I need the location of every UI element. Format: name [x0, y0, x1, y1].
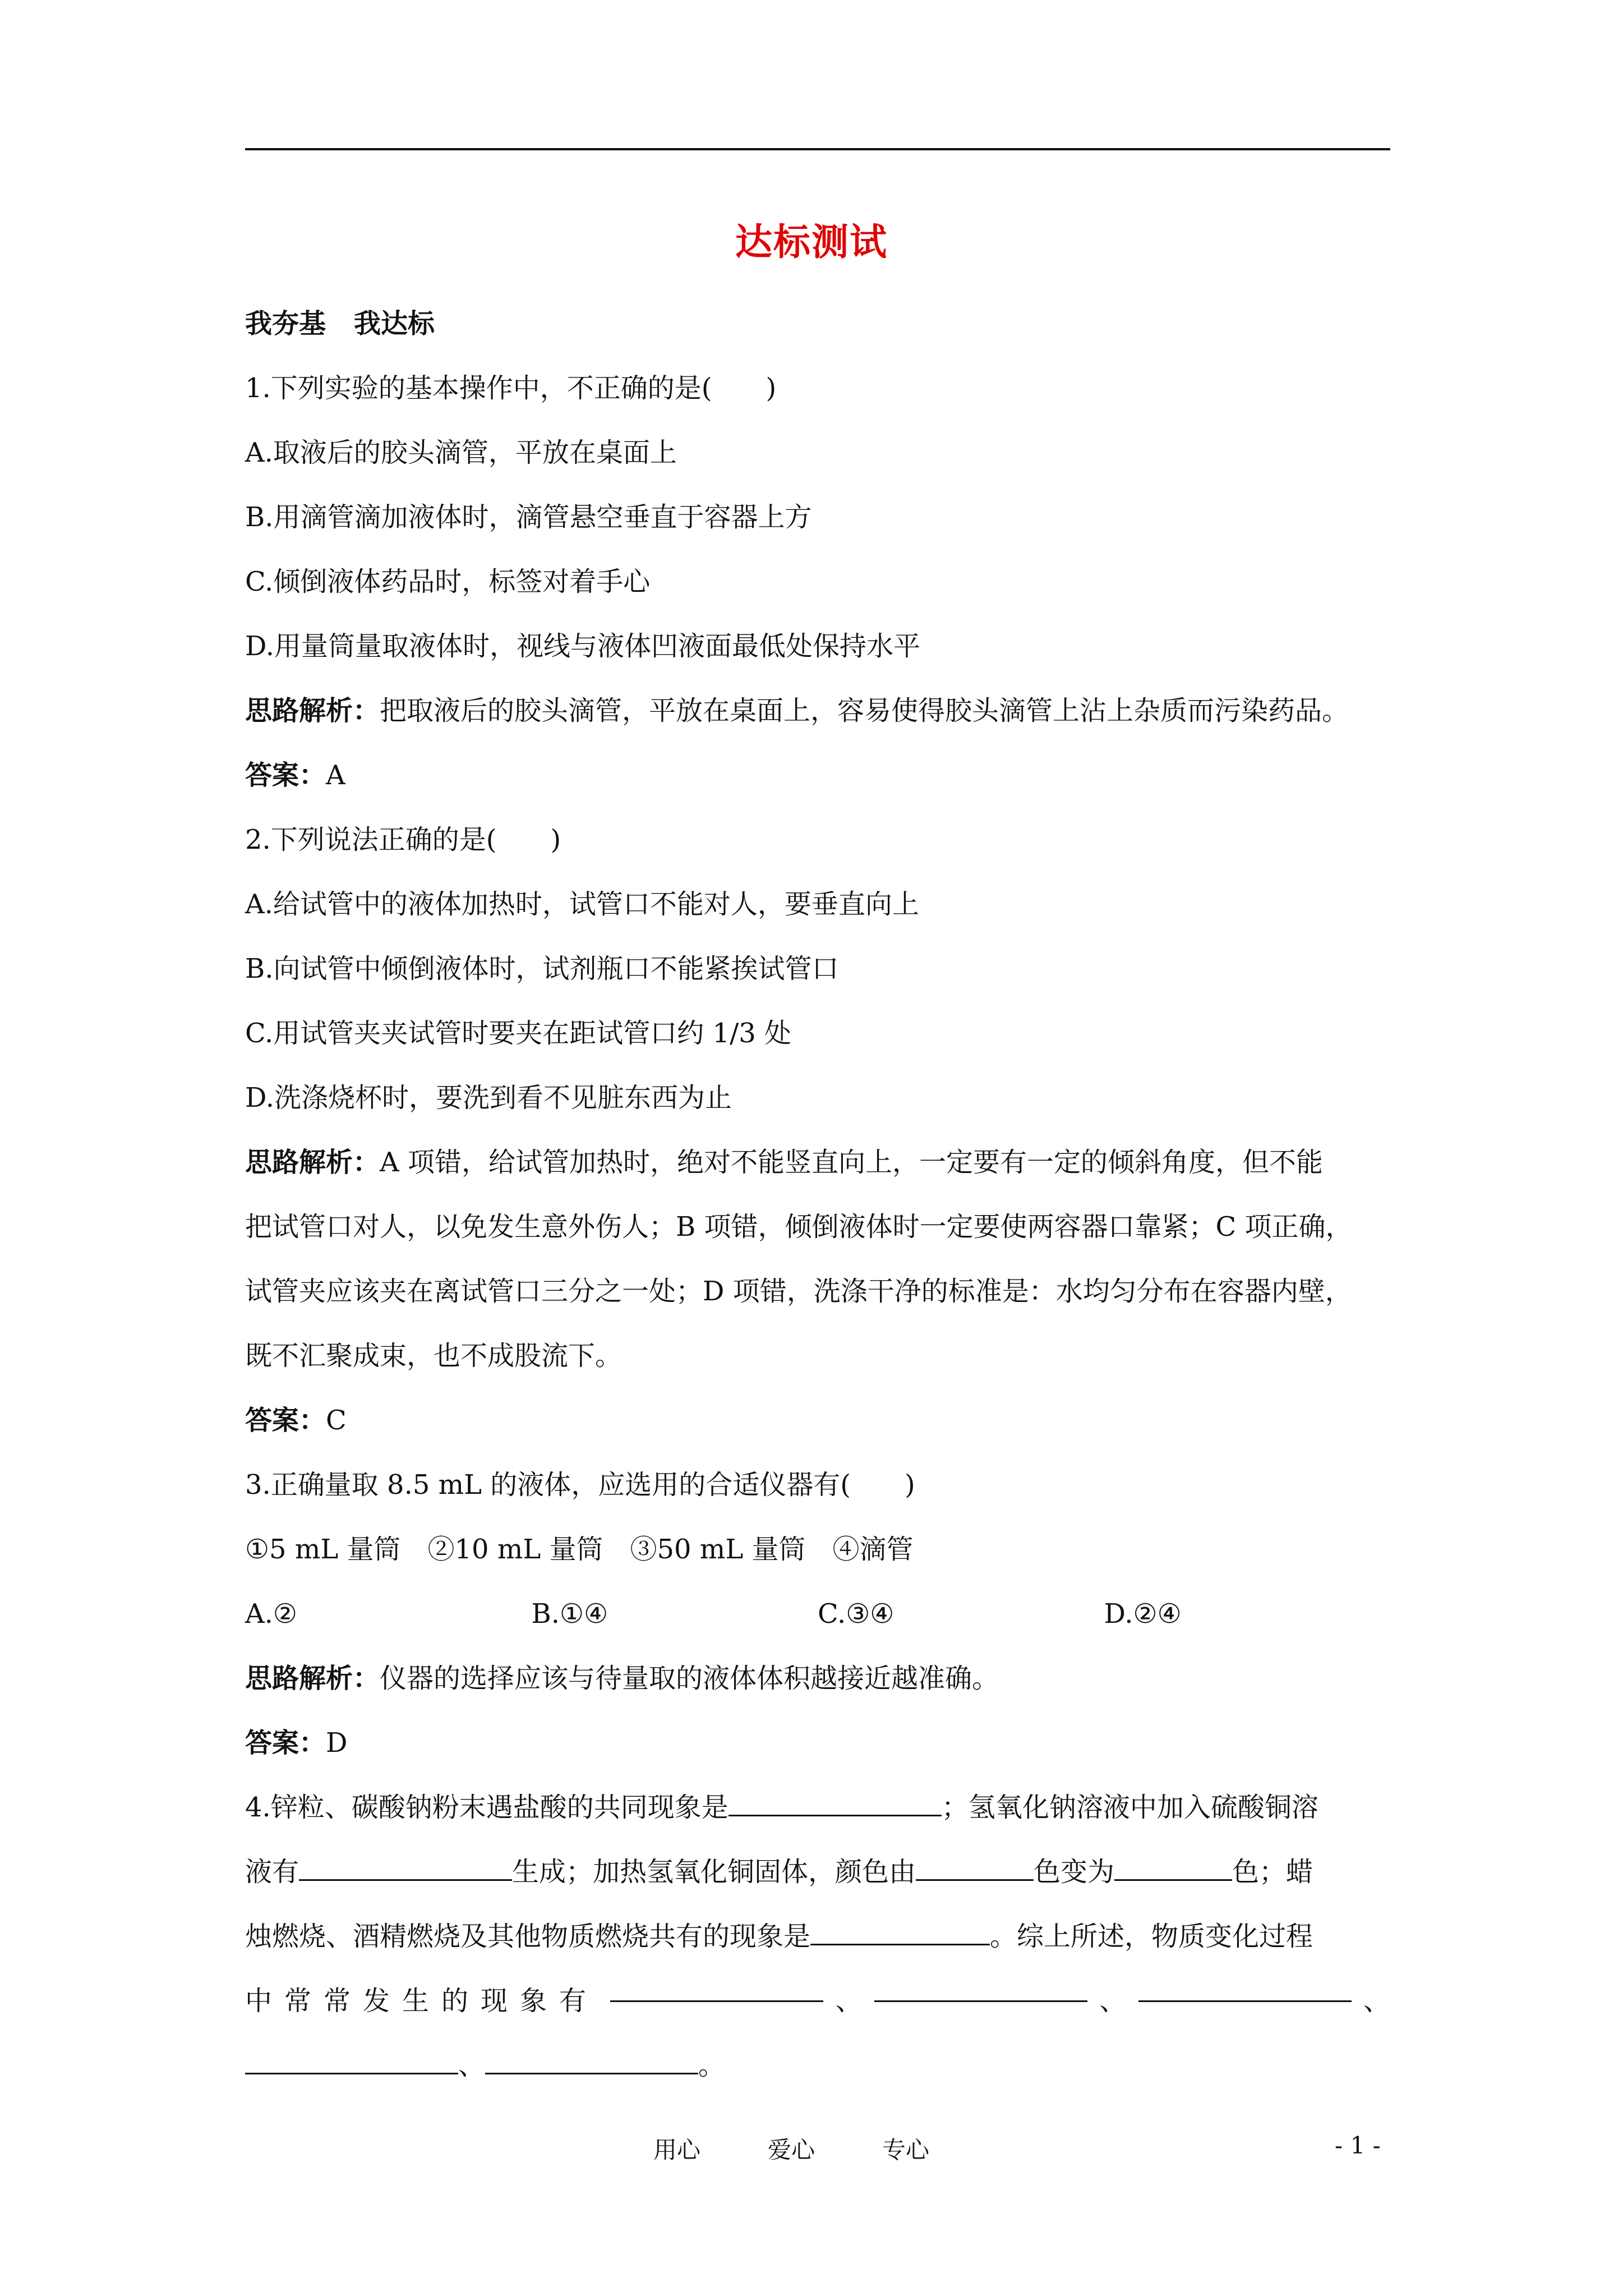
- footer-motto: [653, 2132, 929, 2165]
- footer-item: 专心: [882, 2136, 930, 2164]
- separator: 、: [1099, 1985, 1127, 2017]
- option: A.取液后的胶头滴管，平放在桌面上: [245, 437, 677, 468]
- answer-blank[interactable]: [916, 1848, 1034, 1881]
- answer: [245, 1711, 1390, 1775]
- question-stem: 3.正确量取 8.5 mL 的液体，应选用的合适仪器有( ): [245, 1469, 915, 1501]
- option: C.用试管夹夹试管时要夹在距试管口约 1/3 处: [245, 1018, 792, 1049]
- answer-label: 答案：: [245, 760, 326, 791]
- option: A.②: [245, 1598, 297, 1630]
- footer-item: 用心: [653, 2136, 701, 2164]
- section-heading: [245, 292, 1390, 356]
- analysis-text: A 项错，给试管加热时，绝对不能竖直向上，一定要有一定的倾斜角度，但不能: [380, 1147, 1323, 1178]
- question-text: 液有: [245, 1856, 299, 1888]
- page-title: 达标测试: [735, 220, 888, 264]
- answer: [245, 1388, 1390, 1453]
- separator: 、: [458, 2050, 486, 2081]
- fill-question-line: [245, 1904, 1390, 1969]
- analysis-continuation: 把试管口对人，以免发生意外伤人；B 项错，倾倒液体时一定要使两容器口靠紧；C 项正确，: [245, 1211, 1353, 1243]
- answer-blank[interactable]: [299, 1848, 512, 1881]
- question-text: ；氢氧化钠溶液中加入硫酸铜溶: [941, 1792, 1318, 1823]
- option: D.用量筒量取液体时，视线与液体凹液面最低处保持水平: [245, 631, 921, 662]
- analysis-label: 思路解析：: [245, 695, 380, 726]
- analysis: [245, 1646, 1390, 1711]
- answer: [245, 743, 1390, 808]
- answer-blank[interactable]: [1114, 1848, 1232, 1881]
- answer-label: 答案：: [245, 1405, 326, 1436]
- page-number: - 1 -: [1335, 2132, 1381, 2159]
- fill-question-line: [245, 1969, 1390, 2033]
- answer-blank[interactable]: [485, 2041, 698, 2074]
- fill-question-line: [245, 1775, 1390, 1840]
- analysis: [245, 1130, 1390, 1195]
- question-stem: 1.下列实验的基本操作中，不正确的是( ): [245, 372, 777, 404]
- question-text: 4.锌粒、碳酸钠粉末遇盐酸的共同现象是: [245, 1792, 728, 1823]
- option: B.向试管中倾倒液体时，试剂瓶口不能紧挨试管口: [245, 953, 839, 984]
- instrument-list: ①5 mL 量筒 ②10 mL 量筒 ③50 mL 量筒 ④滴管: [245, 1534, 914, 1565]
- question-text: 色；蜡: [1232, 1856, 1313, 1888]
- option: C.③④: [818, 1598, 895, 1630]
- analysis-label: 思路解析：: [245, 1663, 380, 1694]
- question-stem: 2.下列说法正确的是( ): [245, 824, 561, 855]
- analysis-text: 把取液后的胶头滴管，平放在桌面上，容易使得胶头滴管上沾上杂质而污染药品。: [380, 695, 1349, 726]
- option: B.①④: [531, 1598, 608, 1630]
- footer-item: 爱心: [768, 2136, 815, 2164]
- document-body: [245, 292, 1390, 2098]
- separator: 、: [1363, 1985, 1390, 2017]
- header-rule: [245, 148, 1390, 150]
- answer-blank[interactable]: [810, 1912, 990, 1945]
- answer-value: D: [326, 1727, 348, 1759]
- answer-label: 答案：: [245, 1727, 326, 1759]
- question-text: 色变为: [1034, 1856, 1115, 1888]
- analysis-continuation: 既不汇聚成束，也不成股流下。: [245, 1340, 623, 1372]
- analysis-label: 思路解析：: [245, 1147, 380, 1178]
- question-text: 中常常发生的现象有: [245, 1985, 599, 2017]
- answer-value: A: [326, 760, 345, 791]
- answer-blank[interactable]: [874, 1969, 1087, 2002]
- question-text: 烛燃烧、酒精燃烧及其他物质燃烧共有的现象是: [245, 1921, 811, 1952]
- answer-value: C: [326, 1405, 347, 1436]
- answer-blank[interactable]: [245, 2041, 458, 2074]
- question-text: 生成；加热氢氧化铜固体，颜色由: [512, 1856, 916, 1888]
- separator: 、: [835, 1985, 863, 2017]
- option: C.倾倒液体药品时，标签对着手心: [245, 566, 651, 597]
- section-heading-part: 我达标: [354, 308, 435, 339]
- option: D.②④: [1104, 1598, 1182, 1630]
- answer-blank[interactable]: [1138, 1969, 1352, 2002]
- analysis-continuation: 试管夹应该夹在离试管口三分之一处；D 项错，洗涤干净的标准是：水均匀分布在容器内壁，: [245, 1276, 1352, 1307]
- section-heading-part: 我夯基: [245, 308, 326, 339]
- analysis-text: 仪器的选择应该与待量取的液体体积越接近越准确。: [380, 1663, 999, 1694]
- option: D.洗涤烧杯时，要洗到看不见脏东西为止: [245, 1082, 732, 1114]
- answer-blank[interactable]: [610, 1969, 823, 2002]
- analysis: [245, 679, 1390, 743]
- question-text: 。: [698, 2050, 726, 2081]
- options-row: [245, 1582, 1390, 1646]
- answer-blank[interactable]: [728, 1783, 942, 1816]
- fill-question-line: [245, 1840, 1390, 1904]
- question-text: 。综上所述，物质变化过程: [990, 1921, 1313, 1952]
- option: A.给试管中的液体加热时，试管口不能对人，要垂直向上: [245, 889, 919, 920]
- option: B.用滴管滴加液体时，滴管悬空垂直于容器上方: [245, 501, 812, 533]
- fill-question-line: [245, 2033, 1390, 2098]
